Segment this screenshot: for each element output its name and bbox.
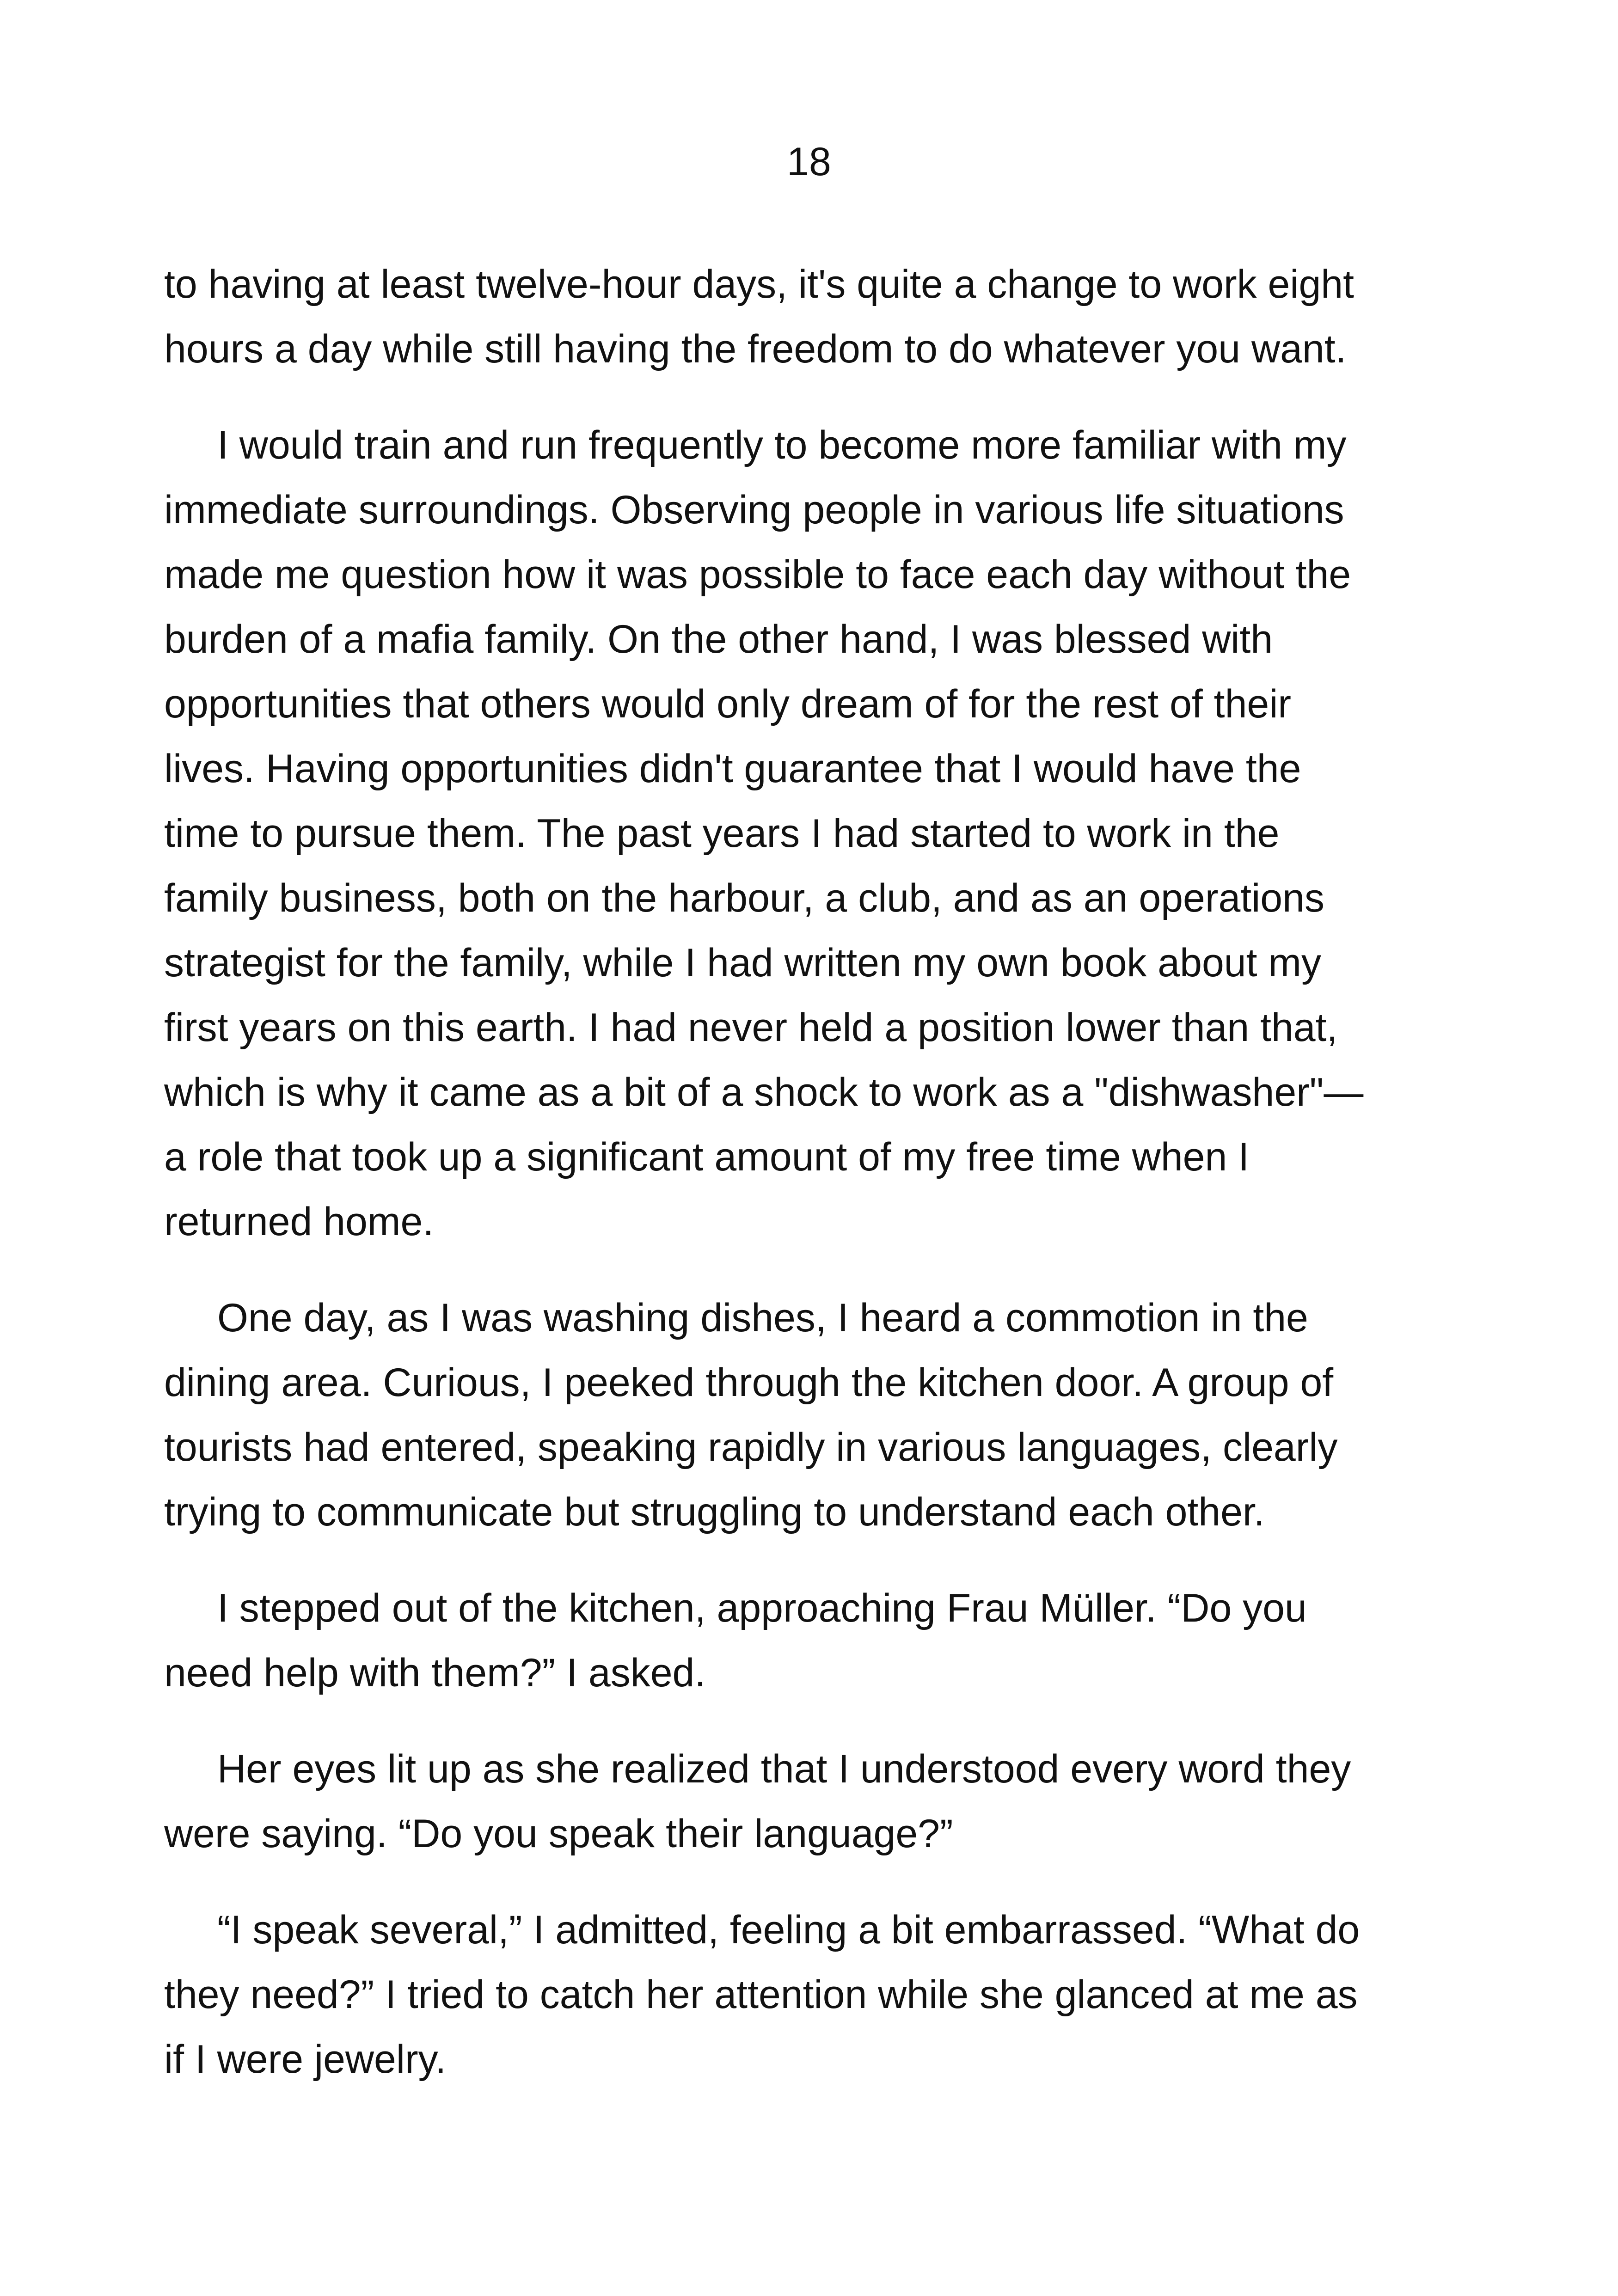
text-line: hours a day while still having the freedom to do whatever you want. <box>164 327 1347 371</box>
page-number: 18 <box>787 140 831 184</box>
paragraph <box>164 1576 1459 1705</box>
text-line: need help with them?” I asked. <box>164 1651 706 1695</box>
text-line: Her eyes lit up as she realized that I understood every word they <box>217 1747 1351 1791</box>
text-line: a role that took up a significant amount of my free time when I <box>164 1135 1250 1179</box>
text-line: tourists had entered, speaking rapidly in various languages, clearly <box>164 1425 1338 1469</box>
body-text <box>164 252 1459 2123</box>
text-line: if I were jewelry. <box>164 2037 447 2082</box>
text-line: I stepped out of the kitchen, approaching Frau Müller. “Do you <box>217 1586 1307 1630</box>
text-line: burden of a mafia family. On the other hand, I was blessed with <box>164 617 1273 661</box>
text-line: family business, both on the harbour, a club, and as an operations <box>164 876 1324 920</box>
paragraph <box>164 252 1459 381</box>
text-line: were saying. “Do you speak their language?” <box>164 1812 953 1856</box>
paragraph <box>164 1898 1459 2092</box>
text-line: dining area. Curious, I peeked through the kitchen door. A group of <box>164 1360 1334 1405</box>
text-line: to having at least twelve-hour days, it's quite a change to work eight <box>164 262 1354 306</box>
text-line: time to pursue them. The past years I had started to work in the <box>164 811 1280 856</box>
text-line: which is why it came as a bit of a shock to work as a "dishwasher"— <box>164 1070 1364 1114</box>
text-line: they need?” I tried to catch her attention while she glanced at me as <box>164 1972 1358 2017</box>
text-line: immediate surroundings. Observing people in various life situations <box>164 488 1344 532</box>
paragraph <box>164 1737 1459 1866</box>
paragraph <box>164 1286 1459 1544</box>
text-line: lives. Having opportunities didn't guarantee that I would have the <box>164 747 1301 791</box>
text-line: “I speak several,” I admitted, feeling a bit embarrassed. “What do <box>217 1908 1360 1952</box>
text-line: opportunities that others would only dream of for the rest of their <box>164 682 1291 726</box>
text-line: I would train and run frequently to become more familiar with my <box>217 423 1347 467</box>
text-line: One day, as I was washing dishes, I heard a commotion in the <box>217 1296 1308 1340</box>
text-line: strategist for the family, while I had written my own book about my <box>164 941 1322 985</box>
text-line: trying to communicate but struggling to understand each other. <box>164 1490 1265 1534</box>
text-line: returned home. <box>164 1200 434 1244</box>
paragraph <box>164 413 1459 1254</box>
text-line: first years on this earth. I had never held a position lower than that, <box>164 1005 1338 1050</box>
text-line: made me question how it was possible to face each day without the <box>164 552 1351 597</box>
